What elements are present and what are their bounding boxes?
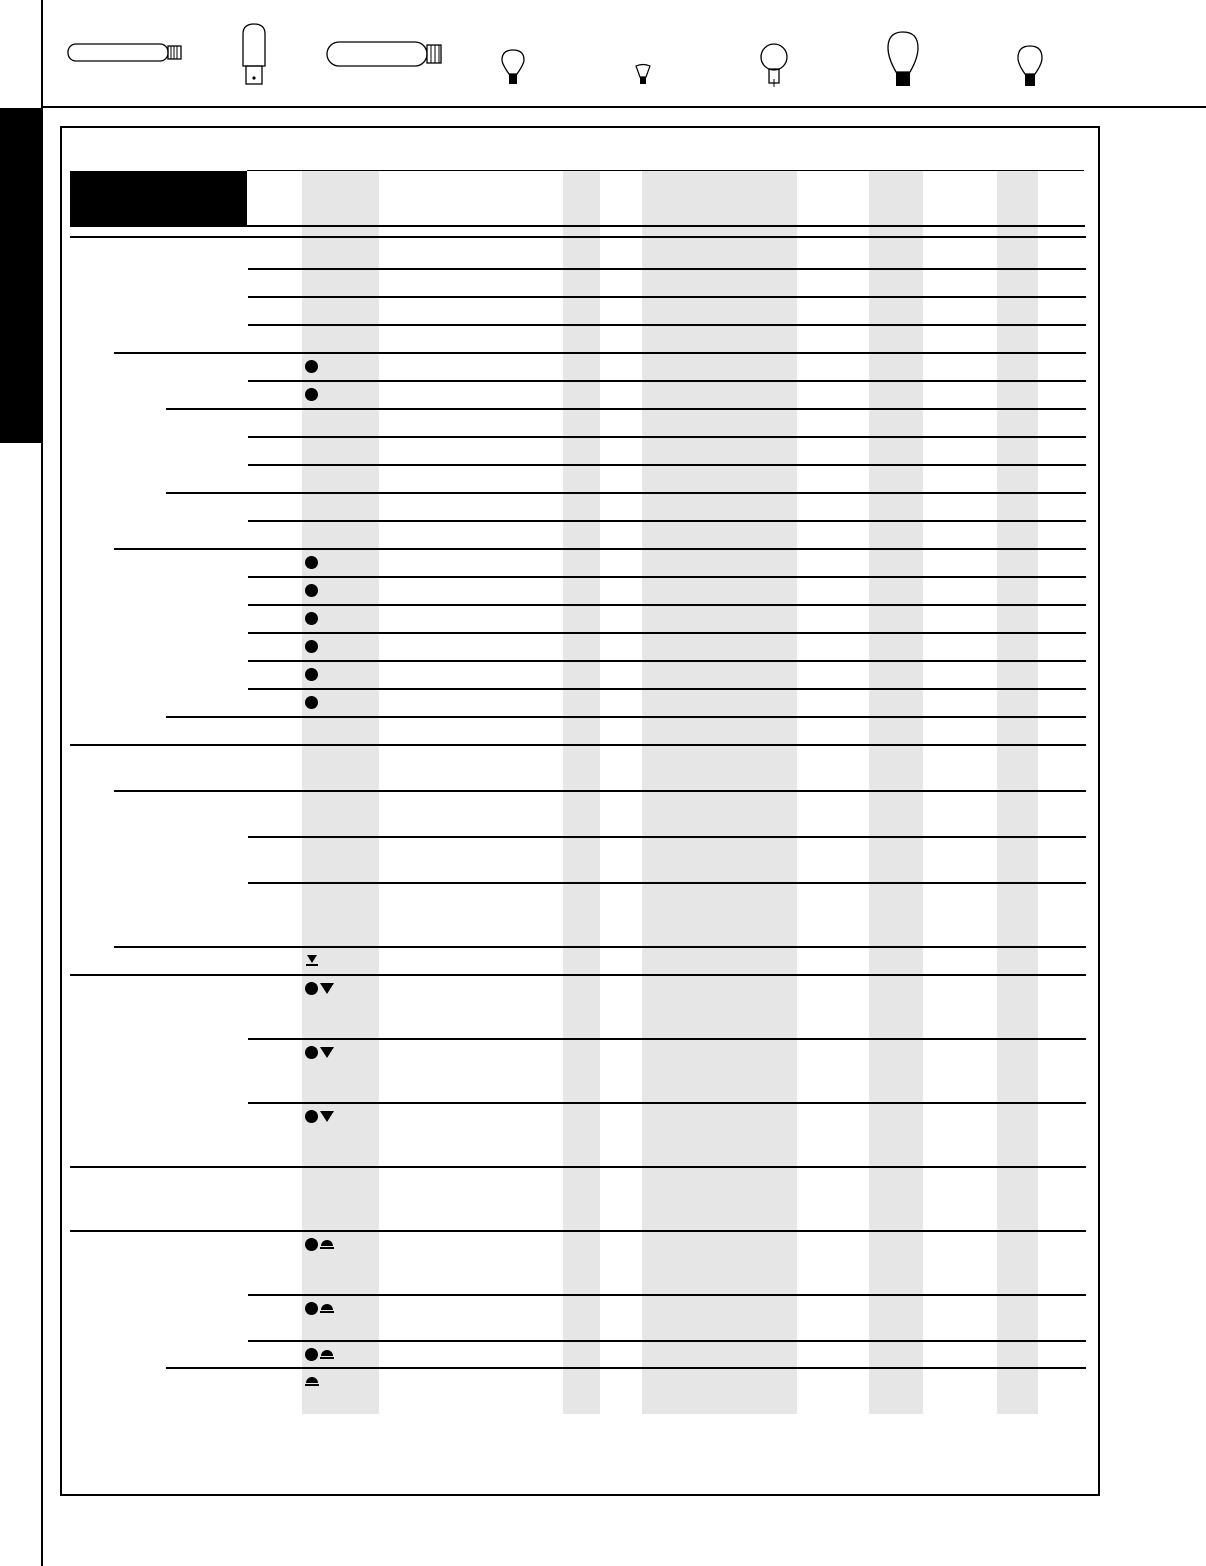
row-rule bbox=[114, 790, 1086, 792]
shaded-column-2 bbox=[563, 171, 600, 1414]
tubular-bayonet-lamp-icon bbox=[243, 24, 265, 84]
shaded-column-3 bbox=[642, 171, 797, 1414]
section-tab bbox=[0, 108, 42, 443]
dot-dome-mark bbox=[305, 1346, 334, 1362]
row-rule bbox=[248, 1340, 1086, 1342]
row-rule bbox=[70, 974, 1086, 976]
shaded-column-5 bbox=[997, 171, 1038, 1414]
row-rule bbox=[114, 352, 1086, 354]
feature-dot-mark bbox=[305, 386, 318, 402]
small-a-lamp-icon bbox=[502, 50, 524, 84]
feature-dot-mark bbox=[305, 638, 318, 654]
tubular-medium-lamp-icon bbox=[327, 42, 441, 66]
row-rule bbox=[70, 1230, 1086, 1232]
row-rule bbox=[248, 1038, 1086, 1040]
miniature-lamp-icon bbox=[636, 65, 650, 85]
row-rule bbox=[248, 520, 1086, 522]
row-rule bbox=[166, 1367, 1086, 1369]
row-rule bbox=[248, 632, 1086, 634]
row-rule bbox=[248, 660, 1086, 662]
row-rule bbox=[248, 604, 1086, 606]
row-rule bbox=[166, 716, 1086, 718]
header-bottom-rule bbox=[70, 225, 1085, 227]
table-header-block bbox=[70, 171, 247, 225]
row-rule bbox=[248, 296, 1086, 298]
feature-dot-mark bbox=[305, 554, 318, 570]
dot-dome-mark bbox=[305, 1300, 334, 1316]
dot-triangle-mark bbox=[305, 980, 334, 996]
row-rule bbox=[70, 744, 1086, 746]
row-rule bbox=[248, 324, 1086, 326]
feature-dot-mark bbox=[305, 582, 318, 598]
feature-dot-mark bbox=[305, 694, 318, 710]
row-rule bbox=[70, 236, 1086, 238]
row-rule bbox=[248, 268, 1086, 270]
row-rule bbox=[248, 1294, 1086, 1296]
row-rule bbox=[248, 576, 1086, 578]
dot-triangle-mark bbox=[305, 1108, 334, 1124]
tubular-mogul-lamp-icon bbox=[68, 44, 181, 61]
row-rule bbox=[248, 688, 1086, 690]
dome-mark bbox=[305, 1373, 319, 1389]
row-rule bbox=[114, 946, 1086, 948]
row-rule bbox=[248, 464, 1086, 466]
lamp-icons-strip bbox=[43, 0, 1206, 104]
shaded-column-4 bbox=[869, 171, 923, 1414]
large-a-lamp-icon bbox=[888, 32, 918, 86]
row-rule bbox=[248, 380, 1086, 382]
dot-dome-mark bbox=[305, 1236, 334, 1252]
standard-a-lamp-icon bbox=[1018, 46, 1042, 86]
globe-bayonet-lamp-icon bbox=[761, 44, 787, 87]
row-rule bbox=[114, 548, 1086, 550]
page-top-rule bbox=[41, 106, 1206, 108]
row-rule bbox=[248, 836, 1086, 838]
row-rule bbox=[166, 408, 1086, 410]
row-rule bbox=[166, 492, 1086, 494]
header-top-rule bbox=[247, 170, 1084, 171]
feature-dot-mark bbox=[305, 358, 318, 374]
row-rule bbox=[248, 882, 1086, 884]
row-rule bbox=[70, 1166, 1086, 1168]
feature-dot-mark bbox=[305, 610, 318, 626]
row-rule bbox=[248, 436, 1086, 438]
row-rule bbox=[248, 1102, 1086, 1104]
triangle-underline-mark bbox=[306, 952, 318, 968]
dot-triangle-mark bbox=[305, 1044, 334, 1060]
feature-dot-mark bbox=[305, 666, 318, 682]
